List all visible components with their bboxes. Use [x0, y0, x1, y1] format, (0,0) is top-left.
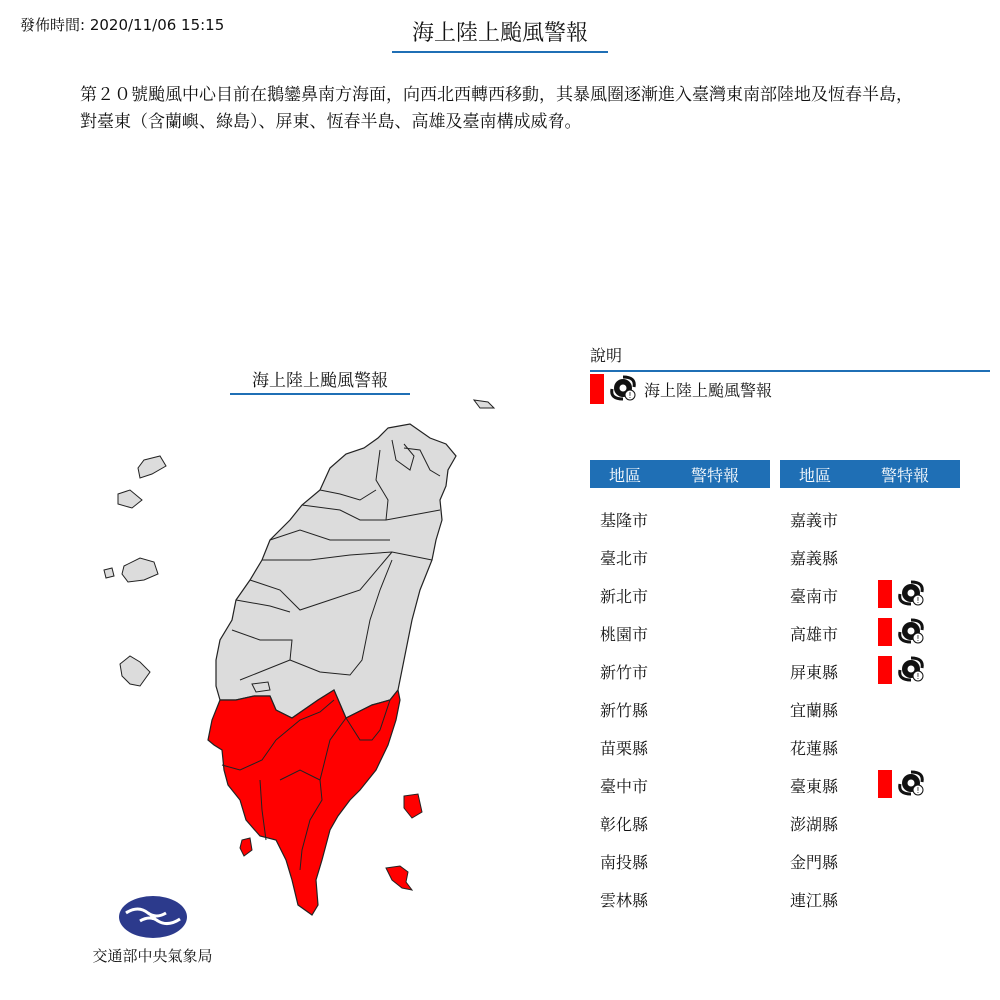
- region-name: 彰化縣: [600, 814, 649, 834]
- warning-color-swatch: [878, 580, 892, 608]
- svg-text:!: !: [916, 786, 920, 795]
- table-row: [590, 766, 770, 804]
- legend-item: [590, 374, 772, 404]
- header-region: 地區: [798, 465, 831, 485]
- typhoon-icon: [898, 618, 926, 646]
- table-row: [780, 842, 960, 880]
- svg-text:!: !: [628, 391, 632, 400]
- region-name: 金門縣: [790, 852, 839, 872]
- region-name: 連江縣: [790, 890, 839, 910]
- table-row: [780, 538, 960, 576]
- region-south-warning: [208, 690, 400, 915]
- warning-indicator: [878, 618, 926, 646]
- table-row: [590, 728, 770, 766]
- warning-color-swatch: [878, 618, 892, 646]
- legend-label: 海上陸上颱風警報: [644, 380, 773, 400]
- header-warning: 警特報: [880, 465, 929, 485]
- table-row: [780, 804, 960, 842]
- region-name: 臺東縣: [790, 776, 839, 796]
- region-name: 苗栗縣: [600, 738, 649, 758]
- region-name: 花蓮縣: [790, 738, 839, 758]
- table-row: [590, 538, 770, 576]
- table-row: [780, 500, 960, 538]
- header-region: 地區: [608, 465, 641, 485]
- table-row: [780, 576, 960, 614]
- table-row: [780, 614, 960, 652]
- typhoon-icon: [898, 656, 926, 684]
- region-name: 臺南市: [790, 586, 839, 606]
- table-row: [590, 652, 770, 690]
- map-title: 海上陸上颱風警報: [230, 366, 410, 395]
- table-row: [590, 804, 770, 842]
- table-row: [590, 500, 770, 538]
- region-name: 南投縣: [600, 852, 649, 872]
- island-green-island: [404, 794, 422, 818]
- region-name: 宜蘭縣: [790, 700, 839, 720]
- region-name: 基隆市: [600, 510, 649, 530]
- island-xiaoliuqiu: [240, 838, 252, 856]
- warning-indicator: [878, 580, 926, 608]
- region-name: 新竹市: [600, 662, 649, 682]
- typhoon-icon: [898, 580, 926, 608]
- region-list-left: [590, 500, 770, 918]
- region-list-right: [780, 500, 960, 918]
- table-row: [590, 614, 770, 652]
- region-name: 嘉義市: [790, 510, 839, 530]
- region-name: 臺北市: [600, 548, 649, 568]
- agency-name: 交通部中央氣象局: [92, 947, 213, 965]
- svg-text:!: !: [916, 634, 920, 643]
- warning-color-swatch: [878, 656, 892, 684]
- table-header-right: [780, 460, 960, 488]
- table-row: [590, 576, 770, 614]
- taiwan-map: [0, 390, 560, 930]
- region-name: 屏東縣: [790, 662, 839, 682]
- table-row: [780, 652, 960, 690]
- table-row: [780, 728, 960, 766]
- table-row: [590, 842, 770, 880]
- legend-title: 說明: [590, 343, 990, 372]
- warning-indicator: [878, 770, 926, 798]
- warning-indicator: [878, 656, 926, 684]
- cwb-logo: [118, 895, 188, 939]
- region-name: 臺中市: [600, 776, 649, 796]
- region-name: 桃園市: [600, 624, 649, 644]
- header-warning: 警特報: [690, 465, 739, 485]
- svg-text:!: !: [916, 672, 920, 681]
- region-name: 高雄市: [790, 624, 839, 644]
- island-orchid-island: [386, 866, 412, 890]
- table-row: [780, 690, 960, 728]
- table-row: [780, 880, 960, 918]
- table-row: [590, 880, 770, 918]
- warning-color-swatch: [590, 374, 604, 404]
- warning-description: 第２０號颱風中心目前在鵝鑾鼻南方海面，向西北西轉西移動，其暴風圈逐漸進入臺灣東南部陸地及恆春半島，對臺東（含蘭嶼、綠島）、屏東、恆春半島、高雄及臺南構成威脅。: [80, 85, 913, 132]
- typhoon-icon: [898, 770, 926, 798]
- region-name: 雲林縣: [600, 890, 649, 910]
- table-row: [780, 766, 960, 804]
- typhoon-icon: [610, 375, 638, 403]
- region-name: 新竹縣: [600, 700, 649, 720]
- region-name: 澎湖縣: [790, 814, 839, 834]
- table-header-left: [590, 460, 770, 488]
- svg-text:!: !: [916, 596, 920, 605]
- page-title: 海上陸上颱風警報: [392, 16, 608, 53]
- region-name: 新北市: [600, 586, 649, 606]
- region-name: 嘉義縣: [790, 548, 839, 568]
- table-row: [590, 690, 770, 728]
- warning-color-swatch: [878, 770, 892, 798]
- issue-time: 發佈時間: 2020/11/06 15:15: [20, 16, 225, 34]
